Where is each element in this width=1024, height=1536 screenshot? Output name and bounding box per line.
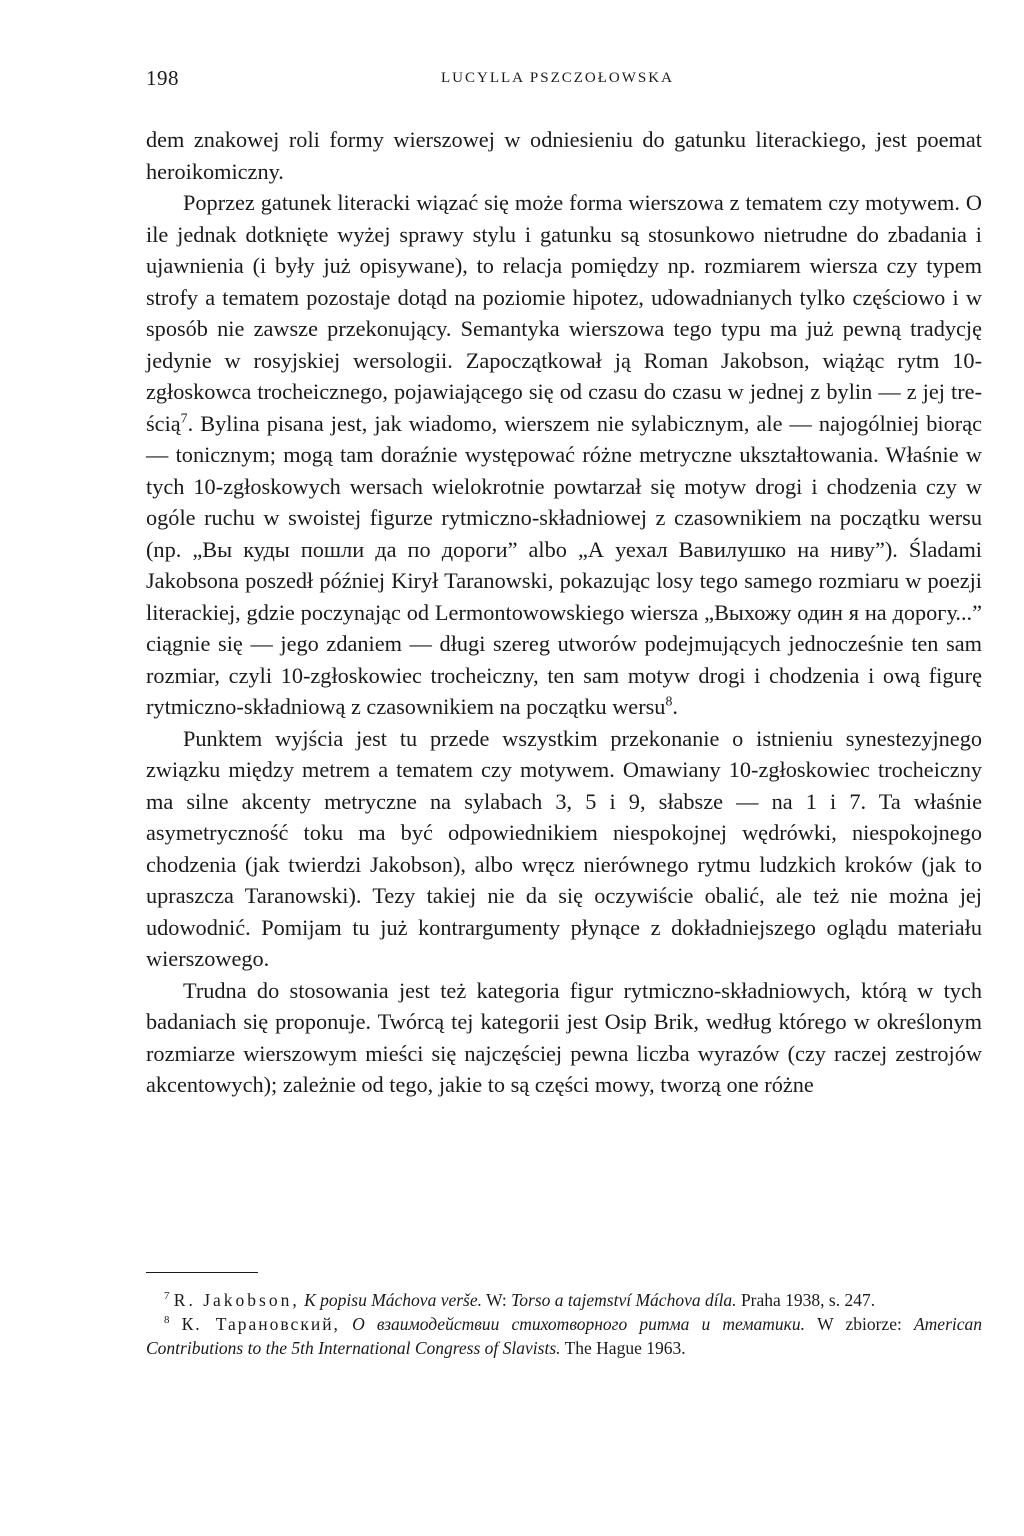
footnote-author: К. Тарановский, bbox=[181, 1314, 340, 1334]
footnote-mid: W zbiorze: bbox=[817, 1314, 902, 1334]
paragraph-2 bbox=[146, 187, 982, 723]
footnote-rest: Praha 1938, s. 247. bbox=[740, 1290, 876, 1310]
body-text bbox=[146, 124, 982, 1101]
footnote-source: Torso a tajemství Máchova díla. bbox=[511, 1290, 737, 1310]
footnote-source: American Contributions to the 5th International Congress of Slavists. bbox=[146, 1314, 983, 1358]
paragraph-2-end: . bbox=[672, 694, 678, 719]
footnote-8 bbox=[146, 1312, 982, 1360]
footnote-number: 8 bbox=[164, 1314, 170, 1327]
paragraph-1: dem znakowej roli formy wierszowej w odniesieniu do gatunku literackiego, jest poemat heroikomiczny. bbox=[146, 127, 982, 184]
footnote-title: О взаимодействии стихотворного ритма и тематики. bbox=[352, 1314, 805, 1334]
footnote-7 bbox=[146, 1288, 982, 1312]
footnote-ref-8: 8 bbox=[665, 693, 673, 709]
running-head: LUCYLLA PSZCZOŁOWSKA bbox=[441, 70, 674, 86]
page-number: 198 bbox=[146, 66, 179, 90]
paragraph-2-head: Poprzez gatunek literacki wiązać się może forma wierszowa z tematem czy motywem. O ile jednak dotknięte wyżej sprawy stylu i gatunku są stosunkowo nietrudne do zbadania i ujawnienia (i były już opisywane), to relacja pomiędzy np. rozmiarem wiersza czy typem strofy a tematem pozostaje dotąd na poziomie hipotez, udowadnianych tylko częściowo i w sposób nie zawsze przekonujący. Semantyka wierszowa tego typu ma już pewną tradycję jedynie w rosyjskiej wersologii. Zapoczątkował ją Roman Jakobson, wiążąc rytm 10-zgłoskowca trocheicznego, pojawiającego się od czasu do czasu w jednej z bylin — z jej treścią bbox=[146, 190, 982, 436]
footnote-mid: W: bbox=[486, 1290, 507, 1310]
footnote-author: R. Jakobson, bbox=[173, 1290, 300, 1310]
footnote-ref-7: 7 bbox=[180, 410, 188, 426]
footnote-rest: The Hague 1963. bbox=[564, 1338, 686, 1358]
footnotes bbox=[146, 1288, 982, 1360]
footnote-title: K popisu Máchova verše. bbox=[304, 1290, 482, 1310]
paragraph-4: Trudna do stosowania jest też kategoria figur rytmiczno-składniowych, którą w tych badaniach się proponuje. Twórcą tej kategorii jest Osip Brik, według którego w określonym rozmiarze wierszowym mieści się najczęściej pewna liczba wyrazów (czy raczej zestrojów akcentowych); zależnie od tego, jakie to są części mowy, tworzą one różne bbox=[146, 977, 982, 1097]
paragraph-2-tail: . Bylina pisana jest, jak wiadomo, wierszem nie sylabicznym, ale — najogólniej biorąc — tonicznym; mogą tam doraźnie występować różne metryczne ukształtowania. Właśnie w tych 10-zgłoskowych wersach wielokrotnie powtarzał się motyw drogi i chodzenia czy w ogóle ruchu w swoistej figurze rytmiczno-składniowej z czasownikiem na początku wersu (np. „Вы куды пошли да по дороги” albo „А уехал Вавилушко на ниву”). Śladami Jakobsona poszedł później Kirył Taranowski, pokazując losy tego samego rozmiaru w poezji literackiej, gdzie poczynając od Lermontowowskiego wiersza „Выхожу один я на дорогу...” ciągnie się — jego zdaniem — długi szereg utworów podejmujących jednocześnie ten sam rozmiar, czyli 10-zgłoskowiec trocheiczny, ten sam motyw drogi i chodzenia i ową figurę rytmiczno-składniową z czasownikiem na początku wersu bbox=[146, 410, 982, 719]
footnote-number: 7 bbox=[164, 1290, 170, 1303]
page-header bbox=[146, 66, 982, 96]
paragraph-3: Punktem wyjścia jest tu przede wszystkim przekonanie o istnieniu synestezyjnego związku między metrem a tematem czy motywem. Omawiany 10-zgłoskowiec trocheiczny ma silne akcenty metryczne na sylabach 3, 5 i 9, słabsze — na 1 i 7. Ta właśnie asymetryczność toku ma być odpowiednikiem niespokojnej wędrówki, niespokojnego chodzenia (jak twierdzi Jakobson), albo wręcz nierównego rytmu ludzkich kroków (jak to upraszcza Taranowski). Tezy takiej nie da się oczywiście obalić, ale też nie można jej udowodnić. Pomijam tu już kontrargumenty płynące z dokładniejszego oglądu materiału wierszowego. bbox=[146, 725, 982, 971]
footnote-rule bbox=[146, 1272, 258, 1273]
